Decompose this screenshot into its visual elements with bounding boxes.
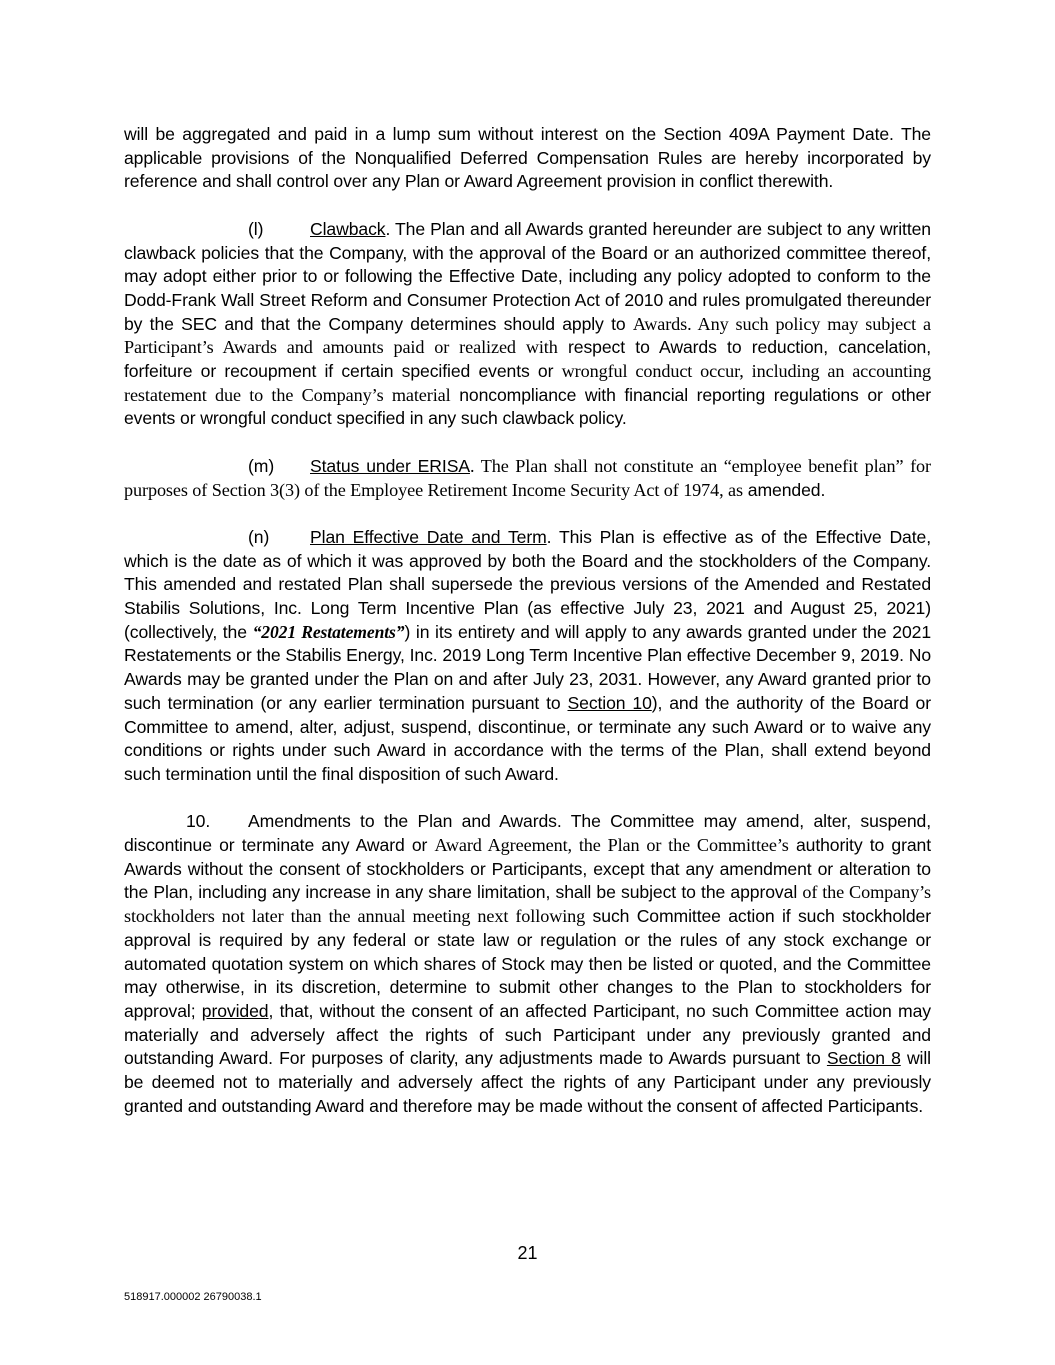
section-10-text-f: , that, without the consent of an affected Participant, no such Committee action may materially and adversely affect the rights of such Participant under any previously granted and outstanding Award. For purposes of clarity, any adjustments made to Awards pursuant to [124, 1000, 931, 1069]
document-id: 518917.000002 26790038.1 [124, 1291, 262, 1303]
section-10-text-g: will be deemed not to materially and adversely affect the rights of any Participant under any previously granted and outstanding Award and therefore may be made without the consent of affected Participants. [124, 1048, 931, 1116]
section-10-text-d: of the Company’s stockholders not later than the annual meeting next following [124, 882, 931, 927]
section-l-number: (l) [248, 218, 264, 239]
section-l-text-c: respect to Awards to reduction, cancelation, forfeiture or recoupment if certain specified events or [124, 337, 931, 382]
paragraph-section-l [124, 218, 931, 431]
section-10-heading: Amendments to the Plan and Awards [248, 811, 557, 832]
section-l-text-b: Awards. Any such policy may subject a Participant’s Awards and amounts paid or realized with [124, 313, 931, 358]
section-m-text-a: . The Plan shall not constitute an “employee benefit plan” for purposes of Section 3(3) of the Employee Retirement Income Security Act of 1974, as [124, 455, 931, 500]
section-l-text-e: noncompliance with financial reporting regulations or other events or wrongful conduct specified in any such clawback policy. [124, 384, 931, 429]
section-10-text-e: such Committee action if such stockholder approval is required by any federal or state law or regulation or the rules of any stock exchange or automated quotation system on which shares of Stock may then be listed or quoted, and the Committee may otherwise, in its discretion, determine to submit other changes to the Plan to stockholders for approval; [124, 906, 931, 1021]
section-m-text-b: amended. [743, 479, 826, 500]
section-l-text-a: . The Plan and all Awards granted hereunder are subject to any written clawback policies that the Company, with the approval of the Board or an authorized committee thereof, may adopt either prior to or following the Effective Date, including any policy adopted to conform to the Dodd-Frank Wall Street Reform and Consumer Protection Act of 2010 and rules promulgated thereunder by the SEC and that the Company determines should apply to [124, 218, 931, 334]
paragraph-section-n [124, 526, 931, 787]
provided-term: provided [201, 1000, 269, 1021]
section-n-text-a: . This Plan is effective as of the Effective Date, which is the date as of which it was approved by both the Board and the stockholders of the Company. This amended and restated Plan shall supersede the previous versions of the Amended and Restated Stabilis Solutions, Inc. Long Term Incentive Plan (as effective July 23, 2021 and August 25, 2021) (collectively, the [124, 526, 932, 642]
section-l-text-d: wrongful conduct occur, including an accounting restatement due to the Company’s material [124, 361, 932, 405]
paragraph-section-10 [124, 810, 931, 1118]
section-n-number: (n) [248, 526, 270, 547]
defined-term-2021-restatements: “2021 Restatements” [252, 621, 405, 642]
section-10-text-a: . The Committee may amend, alter, suspend, discontinue or terminate any Award or [124, 811, 932, 856]
paragraph-section-k-continuation [124, 123, 931, 194]
document-body [124, 123, 931, 1118]
section-n-text-c: ), and the authority of the Board or Committee to amend, alter, adjust, suspend, discontinue, or terminate any such Award or to waive any conditions or rights under such Award in accordance with the terms of the Plan, shall extend beyond such termination until the final disposition of such Award. [124, 692, 931, 784]
section-n-heading: Plan Effective Date and Term [310, 526, 547, 547]
section-m-number: (m) [248, 455, 275, 476]
section-10-number: 10. [186, 811, 211, 832]
section-n-text-b: ) in its entirety and will apply to any awards granted under the 2021 Restatements or the Stabilis Energy, Inc. 2019 Long Term Incentive Plan effective December 9, 2019. No Awards may be granted under the Plan on and after July 23, 2031. However, any Award granted prior to such termination (or any earlier termination pursuant to [124, 621, 932, 713]
page-number: 21 [517, 1243, 538, 1263]
paragraph-section-m [124, 455, 931, 502]
section-l-heading: Clawback [310, 218, 386, 239]
cross-reference-section-8: Section 8 [826, 1048, 901, 1069]
section-10-text-c: authority to grant Awards without the consent of stockholders or Participants, except that any amendment or alteration to the Plan, including any increase in any share limitation, shall be subject to the approval [124, 835, 931, 903]
section-m-heading: Status under ERISA [310, 455, 470, 476]
section-k-text: will be aggregated and paid in a lump sum without interest on the Section 409A Payment Date. The applicable provisions of the Nonqualified Deferred Compensation Rules are hereby incorporated by reference and shall control over any Plan or Award Agreement provision in conflict therewith. [124, 124, 931, 192]
section-10-text-b: Award Agreement, the Plan or the Committee’s [434, 835, 789, 856]
cross-reference-section-10: Section 10 [567, 692, 652, 713]
